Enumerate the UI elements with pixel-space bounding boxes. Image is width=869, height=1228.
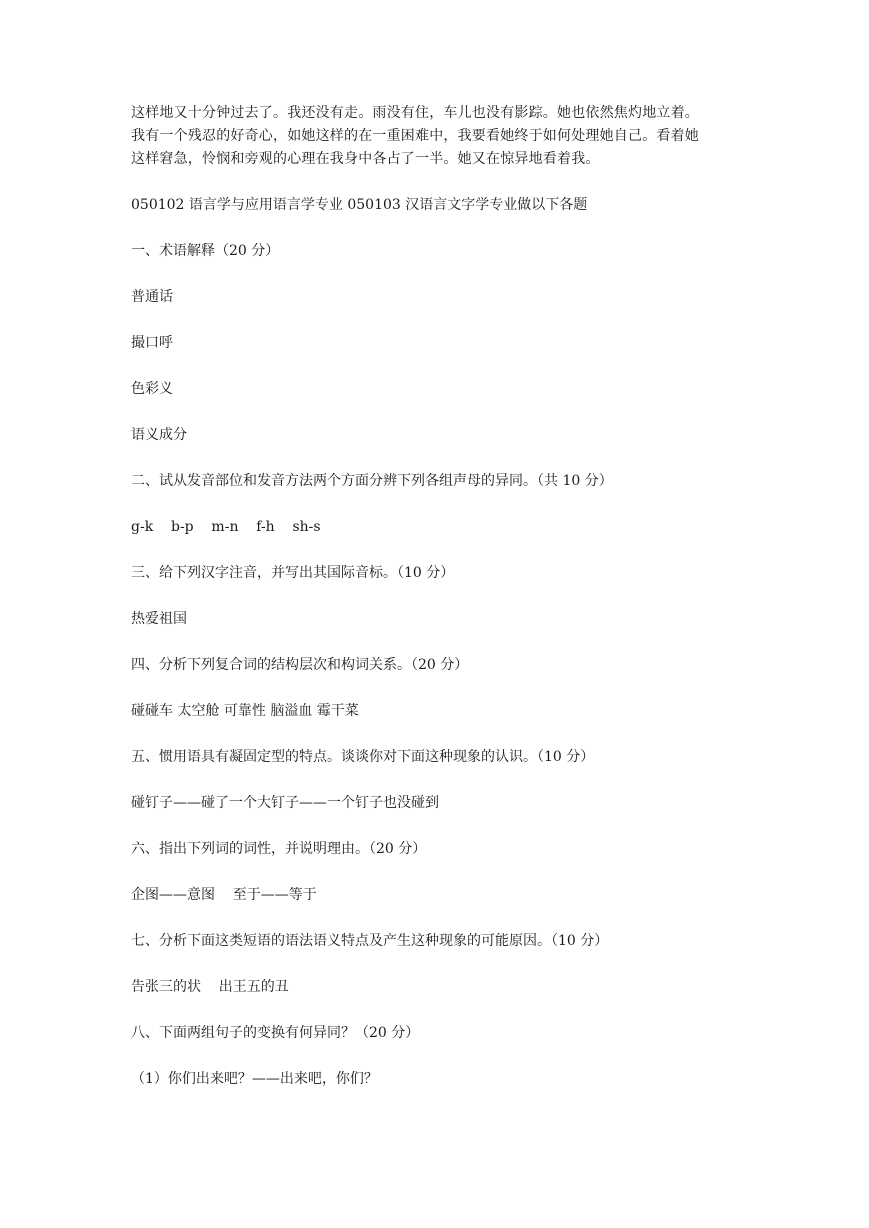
q7-content: 告张三的状 出王五的丑: [131, 979, 289, 995]
q3-content: 热爱祖国: [131, 611, 187, 627]
q8-title: 八、下面两组句子的变换有何异同？（20 分）: [131, 1025, 420, 1041]
q1-term-1: 普通话: [131, 289, 173, 305]
q1-term-2: 撮口呼: [131, 335, 173, 351]
q5-content: 碰钉子——碰了一个大钉子——一个钉子也没碰到: [131, 795, 439, 811]
intro-line-2: 我有一个残忍的好奇心，如她这样的在一重困难中，我要看她终于如何处理她自己。看着她: [131, 128, 699, 144]
q2-content: g-k b-p m-n f-h sh-s: [131, 519, 321, 535]
q8-content: （1）你们出来吧？——出来吧，你们？: [131, 1071, 378, 1087]
intro-line-3: 这样窘急，怜悯和旁观的心理在我身中各占了一半。她又在惊异地看着我。: [131, 151, 600, 167]
q2-title: 二、试从发音部位和发音方法两个方面分辨下列各组声母的异同。（共 10 分）: [131, 473, 613, 489]
intro-paragraph: [131, 102, 751, 171]
section-header: 050102 语言学与应用语言学专业 050103 汉语言文字学专业做以下各题: [131, 197, 588, 213]
q6-title: 六、指出下列词的词性，并说明理由。（20 分）: [131, 841, 427, 857]
q1-title: 一、术语解释（20 分）: [131, 243, 280, 259]
document-page: [131, 102, 751, 1091]
q7-title: 七、分析下面这类短语的语法语义特点及产生这种现象的可能原因。（10 分）: [131, 933, 609, 949]
intro-line-1: 这样地又十分钟过去了。我还没有走。雨没有住，车儿也没有影踪。她也依然焦灼地立着。: [131, 105, 699, 121]
q5-title: 五、惯用语具有凝固定型的特点。谈谈你对下面这种现象的认识。（10 分）: [131, 749, 595, 765]
q1-term-4: 语义成分: [131, 427, 187, 443]
q3-title: 三、给下列汉字注音，并写出其国际音标。（10 分）: [131, 565, 455, 581]
q6-content: 企图——意图 至于——等于: [131, 887, 317, 903]
q4-content: 碰碰车 太空舱 可靠性 脑溢血 霉干菜: [131, 703, 359, 719]
q4-title: 四、分析下列复合词的结构层次和构词关系。（20 分）: [131, 657, 469, 673]
q1-term-3: 色彩义: [131, 381, 173, 397]
